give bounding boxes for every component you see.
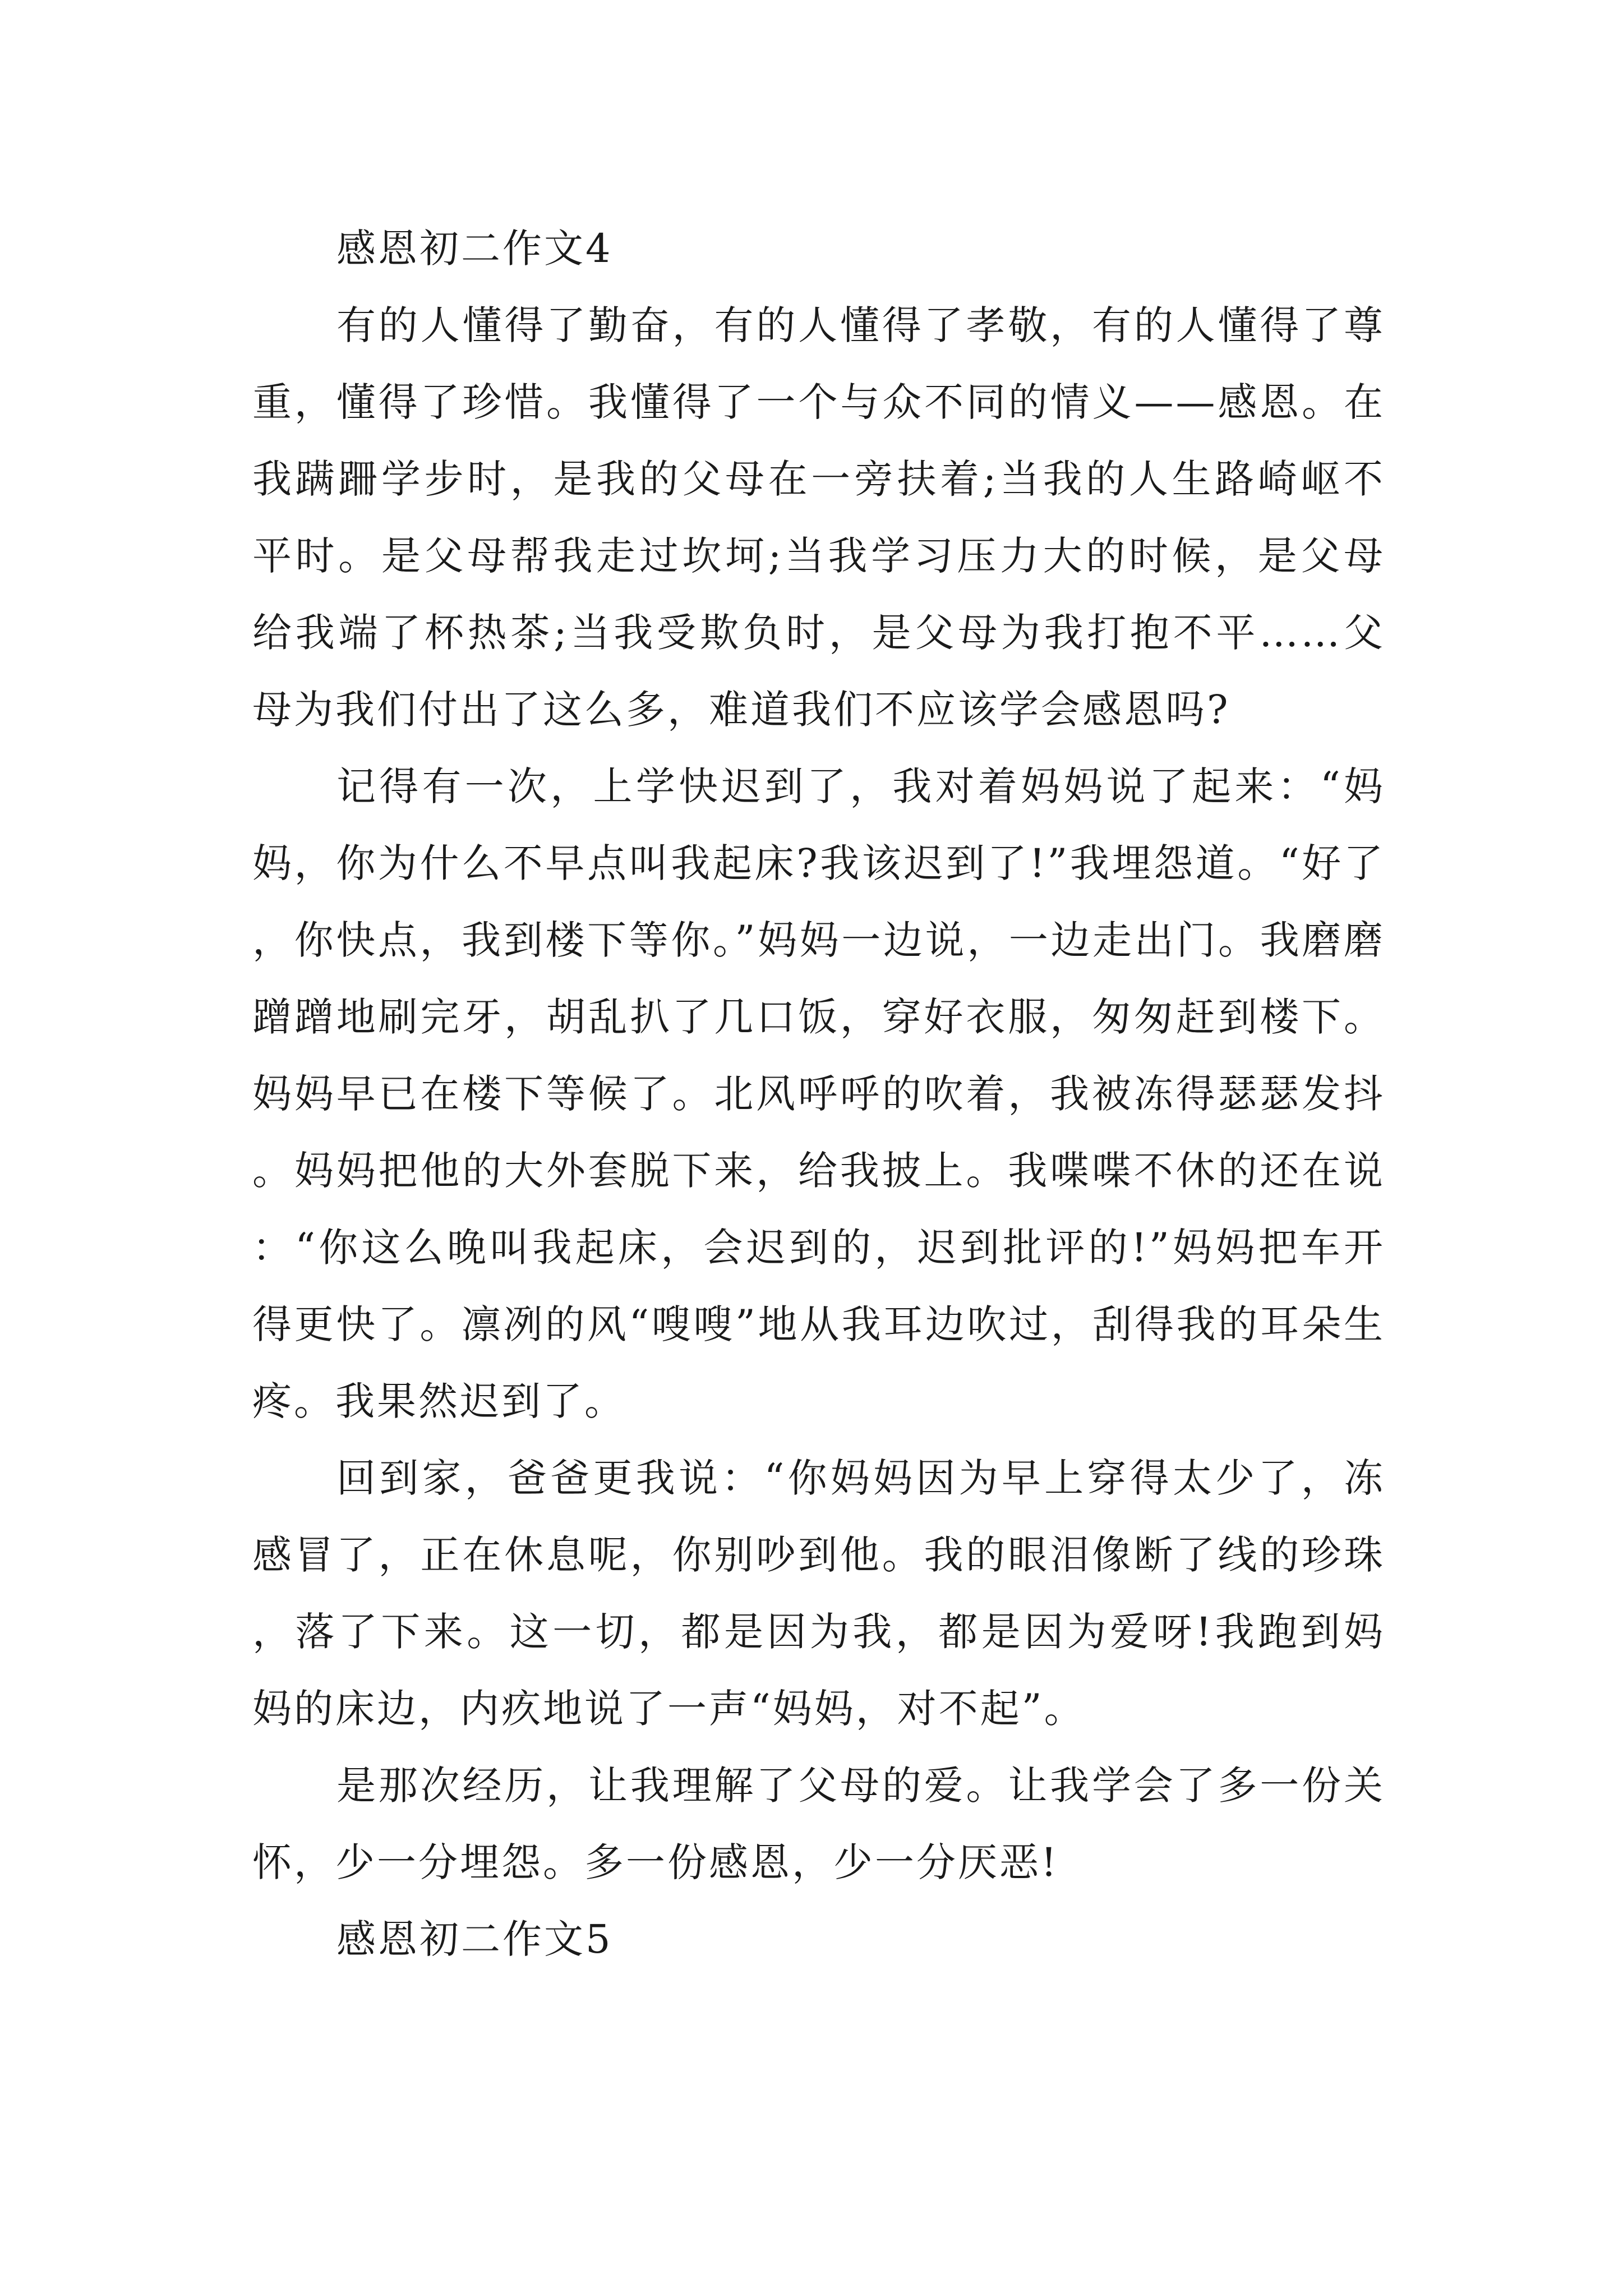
paragraph-2: 记得有一次，上学快迟到了，我对着妈妈说了起来：“妈妈，你为什么不早点叫我起床?我该迟到了!”我埋怨道。“好了，你快点，我到楼下等你。”妈妈一边说，一边走出门。我磨磨蹭蹭地刷完牙，胡乱扒了几口饭，穿好衣服，匆匆赶到楼下。妈妈早已在楼下等候了。北风呼呼的吹着，我被冻得瑟瑟发抖。妈妈把他的大外套脱下来，给我披上。我喋喋不休的还在说：“你这么晚叫我起床，会迟到的，迟到批评的!”妈妈把车开得更快了。凛冽的风“嗖嗖”地从我耳边吹过，刮得我的耳朵生疼。我果然迟到了。 <box>252 763 1385 1424</box>
essay-title-5: 感恩初二作文5 <box>336 1916 613 1962</box>
paragraph-1: 有的人懂得了勤奋，有的人懂得了孝敬，有的人懂得了尊重，懂得了珍惜。我懂得了一个与众不同的情义——感恩。在我蹒跚学步时，是我的父母在一旁扶着;当我的人生路崎岖不平时。是父母帮我走过坎坷;当我学习压力大的时候，是父母给我端了杯热茶;当我受欺负时，是父母为我打抱不平……父母为我们付出了这么多，难道我们不应该学会感恩吗? <box>252 302 1385 733</box>
essay-body <box>252 210 1385 1978</box>
essay-title-4: 感恩初二作文4 <box>336 226 613 272</box>
paragraph-4: 是那次经历，让我理解了父母的爱。让我学会了多一份关怀，少一分埋怨。多一份感恩，少一分厌恶! <box>252 1763 1385 1885</box>
paragraph-3: 回到家，爸爸更我说：“你妈妈因为早上穿得太少了，冻感冒了，正在休息呢，你别吵到他。我的眼泪像断了线的珍珠，落了下来。这一切，都是因为我，都是因为爱呀!我跑到妈妈的床边，内疚地说了一声“妈妈，对不起”。 <box>252 1455 1385 1732</box>
